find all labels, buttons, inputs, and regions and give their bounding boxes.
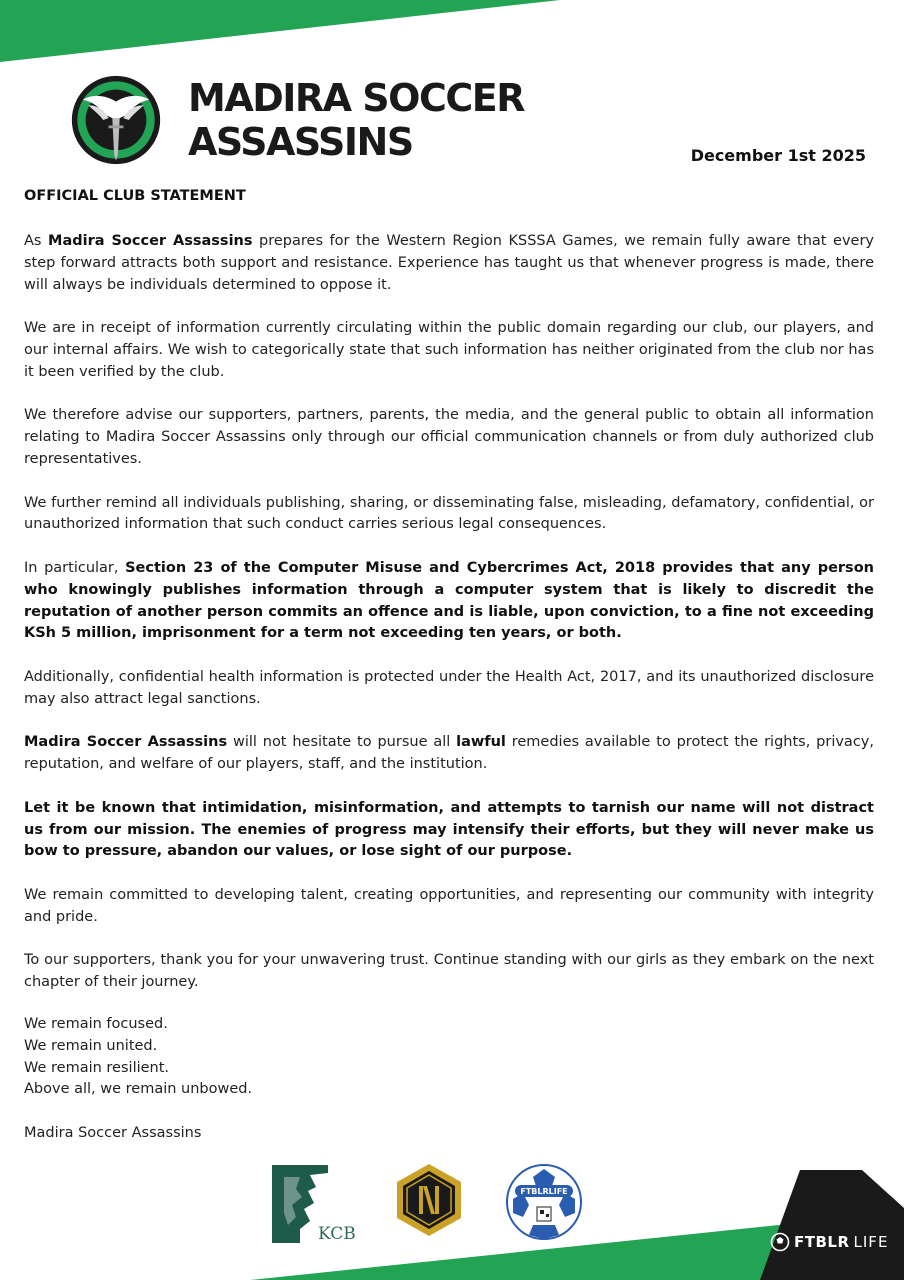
- paragraph-8: [24, 798, 874, 863]
- top-green-band: [0, 0, 904, 70]
- closing-line-1: We remain focused.: [24, 1016, 168, 1032]
- p5-bold: Section 23 of the Computer Misuse and Cybercrimes Act, 2018 provides that any person who knowingly publishes information through a computer system that is likely to discredit the reputation of another person commits an offence and is liable, upon conviction, to a fine not exceeding KSh 5 million, imprisonment for a term not exceeding ten years, or both.: [24, 559, 874, 642]
- club-name: [188, 76, 524, 164]
- signoff: Madira Soccer Assassins: [24, 1125, 202, 1141]
- p1-pre: As: [24, 233, 49, 249]
- ball-text: FTBLRLIFE: [520, 1187, 568, 1196]
- ftblrlife-football-icon: [505, 1163, 583, 1241]
- paragraph-3: We therefore advise our supporters, partners, parents, the media, and the general public to obtain all information relating to Madira Soccer Assassins only through our official communication channels or from duly authorized club representatives.: [24, 407, 874, 467]
- kcb-text: KCB: [318, 1224, 356, 1244]
- statement-date: December 1st 2025: [690, 146, 866, 165]
- p7-post: remedies available to protect the rights, privacy, reputation, and welfare of our players, staff, and the institution.: [24, 734, 874, 773]
- closing-lines: [24, 1014, 252, 1101]
- p5-pre: In particular,: [24, 559, 126, 576]
- ftblrlife-watermark: [770, 1231, 888, 1253]
- club-name-line2: ASSASSINS: [188, 120, 413, 164]
- paragraph-2: We are in receipt of information currently circulating within the public domain regarding our club, our players, and our internal affairs. We wish to categorically state that such information has neither originated from the club nor has it been verified by the club.: [24, 320, 874, 380]
- p7-mid: will not hesitate to pursue all: [227, 734, 457, 751]
- paragraph-9: We remain committed to developing talent, creating opportunities, and representing our community with integrity and pride.: [24, 886, 874, 925]
- paragraph-6: Additionally, confidential health information is protected under the Health Act, 2017, and its unauthorized disclosure may also attract legal sanctions.: [24, 668, 874, 707]
- p1-bold: Madira Soccer Assassins: [48, 233, 253, 249]
- p8-bold: Let it be known that intimidation, misinformation, and attempts to tarnish our name will not distract us from our mission. The enemies of progress may intensify their efforts, but they will never make us bow to pressure, abandon our values, or lose sight of our purpose.: [24, 799, 874, 860]
- club-name-line1: MADIRA SOCCER: [188, 76, 524, 120]
- watermark-light: LIFE: [853, 1233, 889, 1251]
- madira-crest-icon: [70, 74, 162, 166]
- statement-body: [24, 231, 874, 1016]
- p7-bold2: lawful: [456, 734, 506, 751]
- paragraph-4: We further remind all individuals publishing, sharing, or disseminating false, misleading, defamatory, confidential, or unauthorized information that such conduct carries serious legal consequences.: [24, 494, 874, 533]
- paragraph-10: To our supporters, thank you for your unwavering trust. Continue standing with our girls as they embark on the next chapter of their journey.: [24, 952, 874, 991]
- watermark-bold: FTBLR: [794, 1233, 850, 1251]
- p1-post: prepares for the Western Region KSSSA Games, we remain fully aware that every step forward attracts both support and resistance. Experience has taught us that whenever progress is made, there will always be individuals determined to oppose it.: [24, 233, 874, 293]
- closing-line-3: We remain resilient.: [24, 1059, 170, 1076]
- closing-line-4: Above all, we remain unbowed.: [24, 1081, 253, 1098]
- closing-line-2: We remain united.: [24, 1037, 158, 1054]
- kcb-lion-icon: [270, 1163, 356, 1245]
- p7-bold1: Madira Soccer Assassins: [24, 734, 228, 751]
- paragraph-1: [24, 231, 874, 296]
- paragraph-7: [24, 732, 874, 776]
- gold-hexagon-monogram-icon: [395, 1162, 463, 1238]
- ftblrlife-ball-icon: [770, 1232, 790, 1252]
- statement-title: OFFICIAL CLUB STATEMENT: [24, 188, 246, 204]
- paragraph-5: [24, 558, 874, 645]
